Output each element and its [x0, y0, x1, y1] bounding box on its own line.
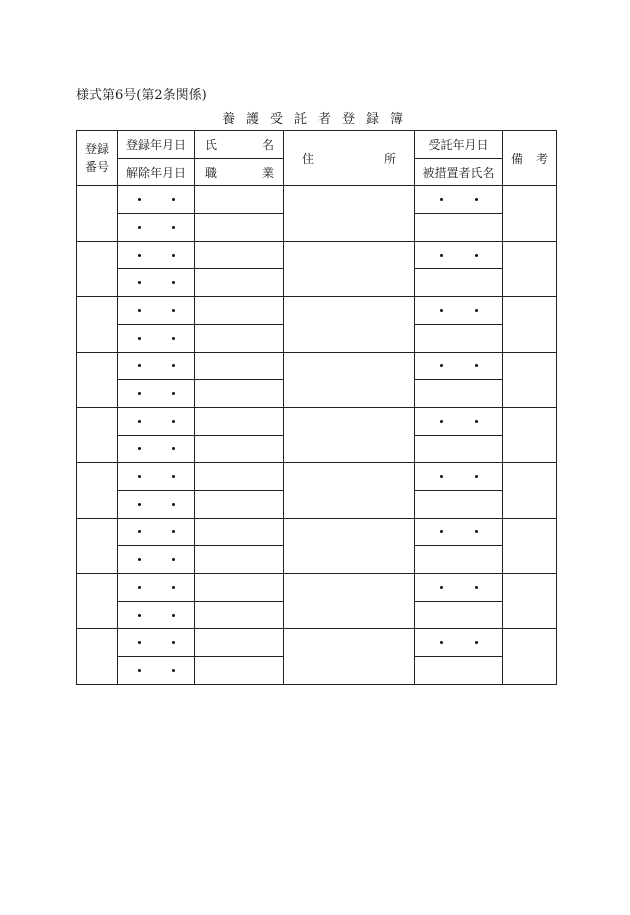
reg-date-cell[interactable]: [118, 574, 195, 602]
reg-no-cell[interactable]: [77, 518, 118, 573]
reg-date-cell[interactable]: [118, 407, 195, 435]
date-separator-dot: [440, 586, 443, 589]
header-reg-no: 登録 番号: [77, 131, 118, 186]
date-separator-dot: [172, 669, 175, 672]
cancel-date-cell[interactable]: [118, 490, 195, 518]
occupation-cell[interactable]: [195, 269, 284, 297]
occupation-cell[interactable]: [195, 490, 284, 518]
table-entries: [77, 186, 557, 684]
date-separator-dot: [138, 641, 141, 644]
cancel-date-cell[interactable]: [118, 269, 195, 297]
header-cancel-date: 解除年月日: [118, 158, 195, 186]
address-cell[interactable]: [284, 518, 415, 573]
occupation-cell[interactable]: [195, 601, 284, 629]
header-remarks: 備 考: [503, 131, 557, 186]
date-separator-dot: [172, 198, 175, 201]
cancel-date-cell[interactable]: [118, 380, 195, 408]
reg-no-cell[interactable]: [77, 629, 118, 684]
date-separator-dot: [440, 641, 443, 644]
placed-person-cell[interactable]: [415, 546, 503, 574]
date-separator-dot: [172, 392, 175, 395]
date-separator-dot: [475, 364, 478, 367]
address-cell[interactable]: [284, 629, 415, 684]
date-separator-dot: [138, 226, 141, 229]
date-separator-dot: [475, 586, 478, 589]
reg-no-cell[interactable]: [77, 463, 118, 518]
name-cell[interactable]: [195, 574, 284, 602]
date-separator-dot: [172, 475, 175, 478]
date-separator-dot: [138, 558, 141, 561]
entry-row-top: [77, 518, 557, 546]
header-address: 住 所: [284, 131, 415, 186]
title-char: 録: [366, 112, 380, 127]
foster-register-table: [76, 130, 557, 685]
reg-no-cell[interactable]: [77, 574, 118, 629]
remarks-cell[interactable]: [503, 518, 557, 573]
entry-row-top: [77, 241, 557, 269]
date-separator-dot: [440, 475, 443, 478]
name-cell[interactable]: [195, 629, 284, 657]
remarks-cell[interactable]: [503, 241, 557, 296]
header-entrust-date: 受託年月日: [415, 131, 503, 159]
table-header: [77, 131, 557, 186]
entrust-date-cell[interactable]: [415, 241, 503, 269]
date-separator-dot: [440, 364, 443, 367]
date-separator-dot: [172, 641, 175, 644]
date-separator-dot: [475, 420, 478, 423]
date-separator-dot: [440, 420, 443, 423]
form-number-label: 様式第6号(第2条関係): [76, 88, 207, 103]
date-separator-dot: [138, 447, 141, 450]
placed-person-cell[interactable]: [415, 214, 503, 242]
date-separator-dot: [138, 420, 141, 423]
placed-person-cell[interactable]: [415, 657, 503, 685]
address-cell[interactable]: [284, 407, 415, 462]
placed-person-cell[interactable]: [415, 324, 503, 352]
date-separator-dot: [138, 281, 141, 284]
date-separator-dot: [138, 669, 141, 672]
address-cell[interactable]: [284, 352, 415, 407]
date-separator-dot: [138, 530, 141, 533]
date-separator-dot: [475, 254, 478, 257]
entry-row-top: [77, 352, 557, 380]
remarks-cell[interactable]: [503, 629, 557, 684]
cancel-date-cell[interactable]: [118, 546, 195, 574]
date-separator-dot: [138, 475, 141, 478]
remarks-cell[interactable]: [503, 352, 557, 407]
reg-date-cell[interactable]: [118, 463, 195, 491]
entrust-date-cell[interactable]: [415, 629, 503, 657]
remarks-cell[interactable]: [503, 407, 557, 462]
entry-row-top: [77, 629, 557, 657]
placed-person-cell[interactable]: [415, 490, 503, 518]
date-separator-dot: [138, 503, 141, 506]
name-cell[interactable]: [195, 297, 284, 325]
address-cell[interactable]: [284, 297, 415, 352]
date-separator-dot: [440, 198, 443, 201]
remarks-cell[interactable]: [503, 297, 557, 352]
date-separator-dot: [172, 447, 175, 450]
date-separator-dot: [475, 641, 478, 644]
date-separator-dot: [475, 530, 478, 533]
placed-person-cell[interactable]: [415, 380, 503, 408]
entry-row-top: [77, 407, 557, 435]
reg-no-cell[interactable]: [77, 241, 118, 296]
date-separator-dot: [440, 254, 443, 257]
reg-no-cell[interactable]: [77, 407, 118, 462]
cancel-date-cell[interactable]: [118, 214, 195, 242]
date-separator-dot: [172, 558, 175, 561]
title-char: 簿: [390, 112, 404, 127]
entry-row-top: [77, 463, 557, 491]
reg-date-cell[interactable]: [118, 629, 195, 657]
date-separator-dot: [475, 309, 478, 312]
placed-person-cell[interactable]: [415, 269, 503, 297]
header-row-top: [77, 131, 557, 159]
cancel-date-cell[interactable]: [118, 601, 195, 629]
name-cell[interactable]: [195, 241, 284, 269]
date-separator-dot: [138, 614, 141, 617]
cancel-date-cell[interactable]: [118, 657, 195, 685]
occupation-cell[interactable]: [195, 657, 284, 685]
name-cell[interactable]: [195, 186, 284, 214]
entrust-date-cell[interactable]: [415, 352, 503, 380]
placed-person-cell[interactable]: [415, 435, 503, 463]
cancel-date-cell[interactable]: [118, 435, 195, 463]
date-separator-dot: [138, 364, 141, 367]
address-cell[interactable]: [284, 463, 415, 518]
date-separator-dot: [440, 530, 443, 533]
occupation-cell[interactable]: [195, 214, 284, 242]
title-char: 護: [246, 112, 260, 127]
title-char: 登: [342, 112, 356, 127]
date-separator-dot: [172, 281, 175, 284]
entry-row-top: [77, 186, 557, 214]
remarks-cell[interactable]: [503, 186, 557, 241]
date-separator-dot: [172, 503, 175, 506]
date-separator-dot: [172, 614, 175, 617]
occupation-cell[interactable]: [195, 380, 284, 408]
reg-date-cell[interactable]: [118, 297, 195, 325]
remarks-cell[interactable]: [503, 463, 557, 518]
date-separator-dot: [172, 586, 175, 589]
entrust-date-cell[interactable]: [415, 186, 503, 214]
date-separator-dot: [138, 254, 141, 257]
name-cell[interactable]: [195, 352, 284, 380]
date-separator-dot: [138, 309, 141, 312]
name-cell[interactable]: [195, 407, 284, 435]
entrust-date-cell[interactable]: [415, 297, 503, 325]
address-cell[interactable]: [284, 186, 415, 241]
cancel-date-cell[interactable]: [118, 324, 195, 352]
date-separator-dot: [172, 420, 175, 423]
title-char: 託: [294, 112, 308, 127]
name-cell[interactable]: [195, 518, 284, 546]
date-separator-dot: [138, 586, 141, 589]
date-separator-dot: [475, 475, 478, 478]
address-cell[interactable]: [284, 574, 415, 629]
reg-no-cell[interactable]: [77, 297, 118, 352]
occupation-cell[interactable]: [195, 546, 284, 574]
title-char: 養: [222, 112, 236, 127]
reg-date-cell[interactable]: [118, 186, 195, 214]
reg-no-cell[interactable]: [77, 352, 118, 407]
entrust-date-cell[interactable]: [415, 407, 503, 435]
name-cell[interactable]: [195, 463, 284, 491]
date-separator-dot: [138, 392, 141, 395]
address-cell[interactable]: [284, 241, 415, 296]
reg-date-cell[interactable]: [118, 518, 195, 546]
date-separator-dot: [172, 364, 175, 367]
date-separator-dot: [172, 254, 175, 257]
date-separator-dot: [138, 337, 141, 340]
date-separator-dot: [172, 530, 175, 533]
date-separator-dot: [475, 198, 478, 201]
date-separator-dot: [172, 337, 175, 340]
reg-date-cell[interactable]: [118, 241, 195, 269]
date-separator-dot: [172, 226, 175, 229]
title-char: 受: [270, 112, 284, 127]
form-title: [222, 108, 414, 127]
reg-date-cell[interactable]: [118, 352, 195, 380]
remarks-cell[interactable]: [503, 574, 557, 629]
header-name: 氏 名: [195, 131, 284, 159]
header-occupation: 職 業: [195, 158, 284, 186]
header-placed-person: 被措置者氏名: [415, 158, 503, 186]
entry-row-top: [77, 574, 557, 602]
entry-row-top: [77, 297, 557, 325]
entrust-date-cell[interactable]: [415, 518, 503, 546]
occupation-cell[interactable]: [195, 324, 284, 352]
date-separator-dot: [172, 309, 175, 312]
entrust-date-cell[interactable]: [415, 463, 503, 491]
header-reg-date: 登録年月日: [118, 131, 195, 159]
date-separator-dot: [440, 309, 443, 312]
reg-no-cell[interactable]: [77, 186, 118, 241]
title-char: 者: [318, 112, 332, 127]
occupation-cell[interactable]: [195, 435, 284, 463]
entrust-date-cell[interactable]: [415, 574, 503, 602]
placed-person-cell[interactable]: [415, 601, 503, 629]
date-separator-dot: [138, 198, 141, 201]
